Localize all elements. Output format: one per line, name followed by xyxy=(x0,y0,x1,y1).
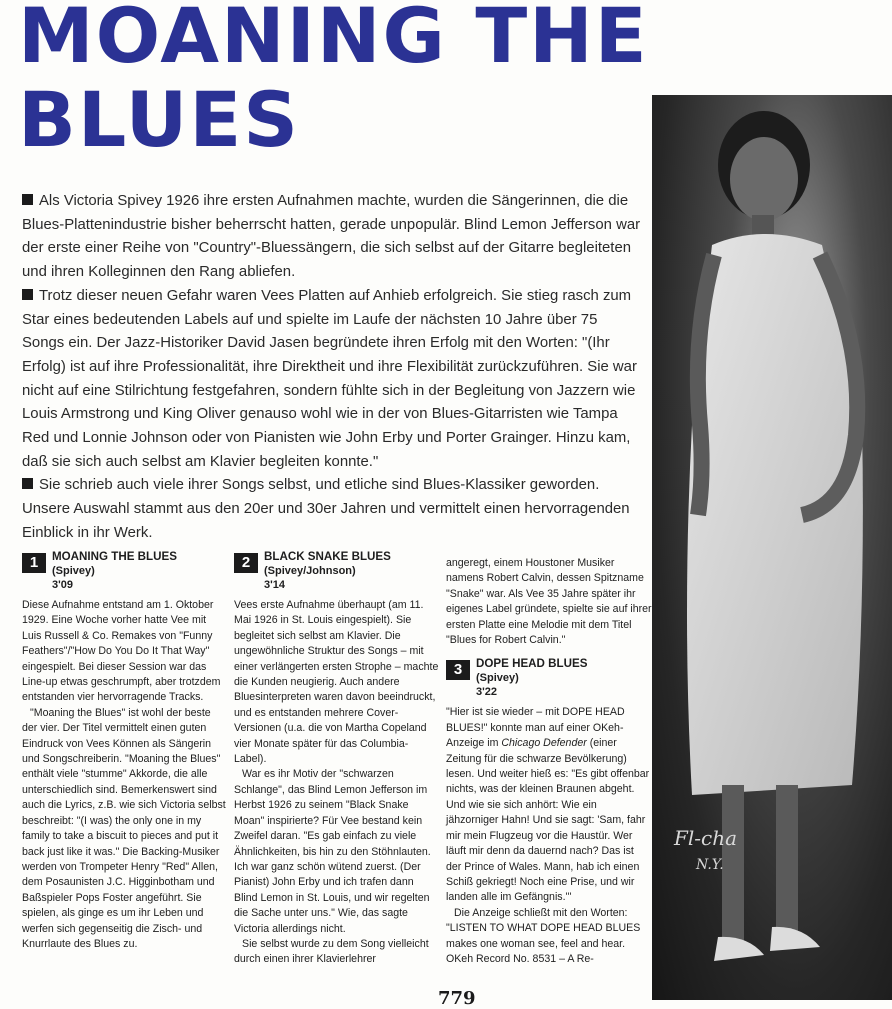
track-paragraph-continued: angeregt, einem Houstoner Musiker namens Robert Calvin, dessen Spitzname "Snake" war. Als Vee 35 Jahre später ihr eigenes Label gründete, spielte sie auf ihrer ersten Platte eine Melodie mit dem Titel "Blues for Robert Calvin." xyxy=(446,557,652,647)
headline xyxy=(18,0,658,162)
newspaper-name: Chicago Defender xyxy=(501,737,587,750)
track-header xyxy=(446,657,652,703)
intro-text xyxy=(22,190,642,546)
square-bullet-icon xyxy=(22,289,33,300)
track-credit: (Spivey/Johnson) xyxy=(264,565,356,577)
track-number-badge: 2 xyxy=(234,553,258,573)
victoria-spivey-photo xyxy=(652,95,892,1000)
track-duration: 3'14 xyxy=(264,579,285,591)
track-paragraph: War es ihr Motiv der "schwarzen Schlange", das Blind Lemon Jefferson im Herbst 1926 zu seinem "Black Snake Moan" inspirierte? Für Vee bestand kein Zweifel daran. "Es gab einfach zu viele Ähnlichkeiten, bis hin zu den Stöhnlauten. Ich war ganz schön wütend zuerst. (Der Pianist) John Erby und ich trafen dann Blind Lemon in St. Louis, und wir regelten die Sache unter uns." Wie, das sagte Victoria allerdings nicht. xyxy=(234,768,431,935)
column-track-2 xyxy=(234,550,440,968)
intro-paragraph: Sie schrieb auch viele ihrer Songs selbst, und etliche sind Blues-Klassiker geworden. Unsere Auswahl stammt aus den 20er und 30er Jahren und vermittelt einen hervorragenden Einblick in ihr Werk. xyxy=(22,477,630,541)
column-track-1 xyxy=(22,550,228,952)
track-credit: (Spivey) xyxy=(52,565,95,577)
photo-signature-city: N.Y. xyxy=(696,857,724,873)
track-title: MOANING THE BLUES xyxy=(52,550,177,563)
track-duration: 3'09 xyxy=(52,579,73,591)
track-title: BLACK SNAKE BLUES xyxy=(264,550,391,563)
portrait-illustration xyxy=(652,95,892,1000)
intro-paragraph: Als Victoria Spivey 1926 ihre ersten Aufnahmen machte, wurden die Sängerinnen, die die Blues-Plattenindustrie bisher beherrscht hatten, gerade unpopulär. Blind Lemon Jefferson war der erste einer Reihe von "Country"-Bluessängern, die sich selbst auf der Gitarre begleiteten und ihren Kolleginnen den Rang abliefen. xyxy=(22,193,641,281)
track-paragraph: Vees erste Aufnahme überhaupt (am 11. Mai 1926 in St. Louis eingespielt). Sie begleitet sich selbst am Klavier. Die ungewöhnliche Struktur des Songs – mit einer verlängerten ersten Strophe – machte die Kunden neugierig. Auch andere Bluesinterpreten waren davon beeindruckt, und es entstanden mehrere Cover-Versionen (u.a. die von Martha Copeland vier Monate später für das Columbia-Label). xyxy=(234,599,439,766)
square-bullet-icon xyxy=(22,478,33,489)
photo-signature: Fl-cha xyxy=(674,826,738,850)
page-number: 779 xyxy=(438,988,476,1009)
column-track-3 xyxy=(446,556,652,967)
track-paragraph: Die Anzeige schließt mit den Worten: "LISTEN TO WHAT DOPE HEAD BLUES makes one woman see, feel and hear. OKeh Record No. 8531 – A Re- xyxy=(446,906,641,965)
intro-paragraph: Trotz dieser neuen Gefahr waren Vees Platten auf Anhieb erfolgreich. Sie stieg rasch zum Star eines bedeutenden Labels auf und spielte im Laufe der nächsten 10 Jahre über 75 Songs ein. Der Jazz-Historiker David Jasen begründete ihren Erfolg mit den Worten: "(Ihr Erfolg) ist auf ihre Professionalität, ihre Direktheit und ihre Flexibilität zurückzuführen. Sie war nicht auf eine Stilrichtung festgefahren, sondern fühlte sich in der Begleitung von Jazzern wie Louis Armstrong und King Oliver genauso wohl wie in der von Blues-Gitarristen wie Tampa Red und Lonnie Johnson oder von Pianisten wie John Erby und Porter Grainger. Hinzu kam, daß sie sich auch selbst am Klavier begleiten konnte." xyxy=(22,287,637,470)
track-credit: (Spivey) xyxy=(476,672,519,685)
track-number-badge: 3 xyxy=(446,660,470,680)
square-bullet-icon xyxy=(22,194,33,205)
track-duration: 3'22 xyxy=(476,686,497,699)
track-paragraph: "Moaning the Blues" ist wohl der beste der vier. Der Titel vermittelt einen guten Eindruck von Vees Können als Sängerin und Songschreiberin. "Moaning the Blues" enthält viele "stumme" Akkorde, die alle unterschiedlich sind. Bemerkenswert sind auch die Lyrics, z.B. wie sich Victoria selbst beschreibt: "(I was) the only one in my family to take a biscuit to pieces and put it back just like it was." Die Backing-Musiker werden von Trompeter Henry "Red" Allen, dem Posaunisten J.C. Higginbotham und Baßspieler Pops Foster angeführt. Sie spielen, als ginge es um ihr Leben und werfen sich gegenseitig die Zisch- und Knurrlaute des Blues zu. xyxy=(22,706,226,950)
track-paragraph: "Hier ist sie wieder – mit DOPE HEAD BLUES!" konnte man auf einer OKeh-Anzeige im Chicago Defender (einer Zeitung für die schwarze Bevölkerung) lesen. Und weiter hieß es: "Es gibt offenbar nichts, was der kleinen Braunen abgeht. Und wie sie sich anhört: Wie ein jähzorniger Hahn! Und sie sagt: 'Sam, fahr mir mein Flugzeug vor die Haustür. Wer läuft mir denn da dauernd nach? Das ist der Prince of Wales. Mann, hab ich einen Schiß gekriegt! Noch eine Prise, und wir landen alle im Gefängnis.'" xyxy=(446,706,650,904)
track-title: DOPE HEAD BLUES xyxy=(476,657,588,671)
track-paragraph: Diese Aufnahme entstand am 1. Oktober 1929. Eine Woche vorher hatte Vee mit Luis Russell & Co. Remakes von "Funny Feathers"/"How Do You Do It That Way" eingespielt. Bei dieser Session war das Line-up etwas geschrumpft, aber trotzdem entstanden vier hervorragende Tracks. xyxy=(22,599,221,704)
headline-line-1: MOANING THE xyxy=(18,0,649,80)
track-header xyxy=(234,550,440,596)
headline-line-2: BLUES xyxy=(18,75,301,164)
track-header xyxy=(22,550,228,596)
track-number-badge: 1 xyxy=(22,553,46,573)
track-paragraph: Sie selbst wurde zu dem Song vielleicht durch einen ihrer Klavierlehrer xyxy=(234,937,429,966)
